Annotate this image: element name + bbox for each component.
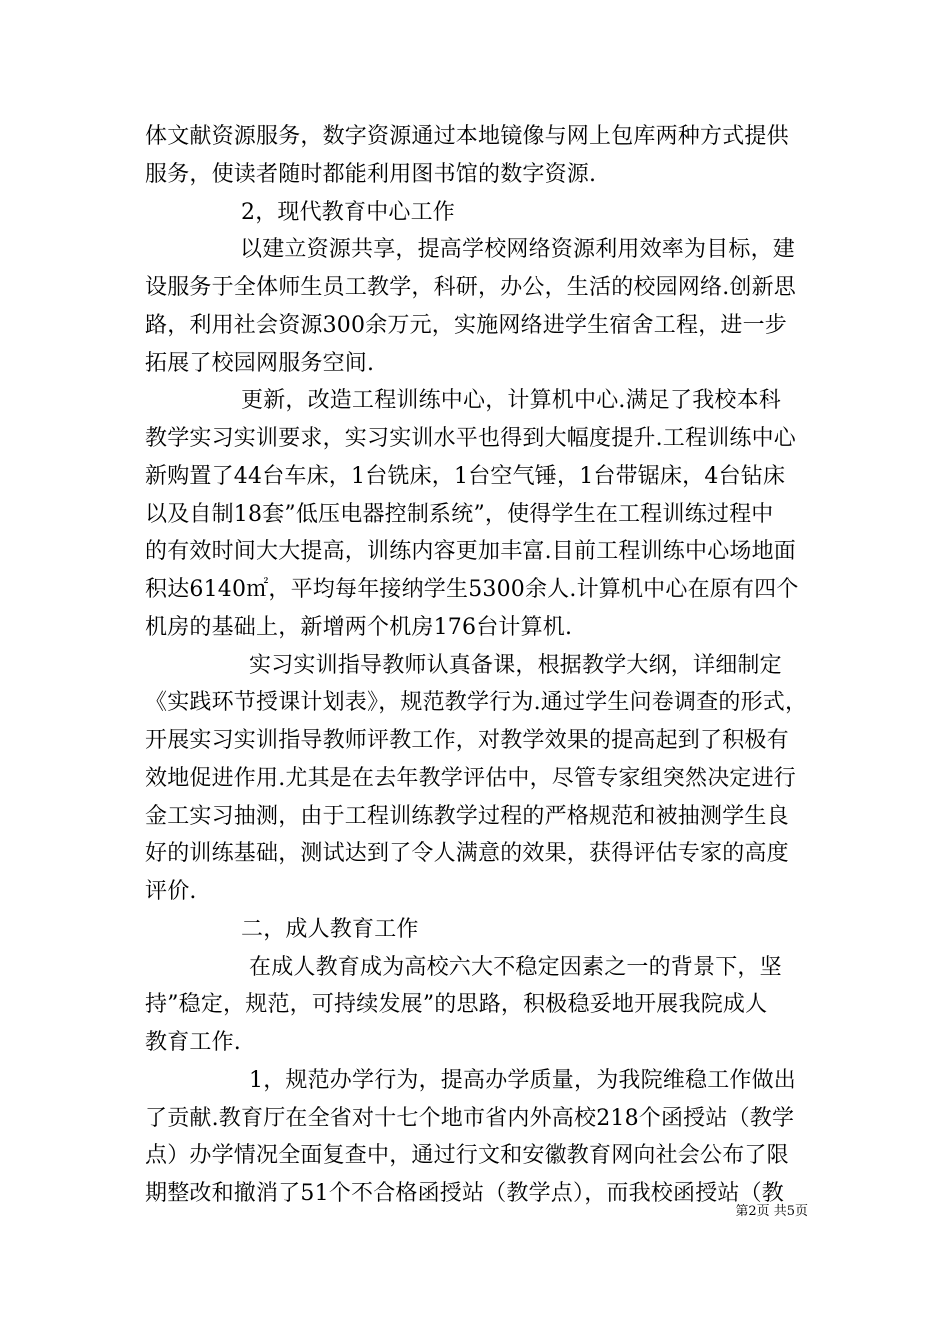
text-line: 1，规范办学行为，提高办学质量，为我院维稳工作做出 <box>249 1068 796 1093</box>
text-line: 了贡献.教育厅在全省对十七个地市省内外高校218个函授站（教学 <box>145 1106 795 1131</box>
text-line: 的有效时间大大提高，训练内容更加丰富.目前工程训练中心场地面 <box>145 539 796 564</box>
text-line: 开展实习实训指导教师评教工作，对教学效果的提高起到了积极有 <box>145 728 789 753</box>
text-line: 实习实训指导教师认真备课，根据教学大纲，详细制定 <box>249 653 782 678</box>
text-line: 拓展了校园网服务空间. <box>145 351 375 376</box>
text-line: 机房的基础上，新增两个机房176台计算机. <box>145 615 573 640</box>
text-line: 教育工作. <box>145 1030 241 1055</box>
text-line: 设服务于全体师生员工教学，科研，办公，生活的校园网络.创新思 <box>145 275 796 300</box>
text-line: 效地促进作用.尤其是在去年教学评估中，尽管专家组突然决定进行 <box>145 766 796 791</box>
text-line: 更新，改造工程训练中心，计算机中心.满足了我校本科 <box>241 388 781 413</box>
text-line: 新购置了44台车床，1台铣床，1台空气锤，1台带锯床，4台钻床 <box>145 464 786 489</box>
text-line: 以建立资源共享，提高学校网络资源利用效率为目标，建 <box>240 237 796 262</box>
text-line: 评价. <box>145 879 197 904</box>
text-line: 金工实习抽测，由于工程训练教学过程的严格规范和被抽测学生良 <box>145 804 789 829</box>
text-line: 路，利用社会资源300余万元，实施网络进学生宿舍工程，进一步 <box>145 313 787 338</box>
section-heading: 二，成人教育工作 <box>241 917 419 942</box>
page-number: 第2页 共5页 <box>735 1204 808 1219</box>
text-line: 以及自制18套”低压电器控制系统”，使得学生在工程训练过程中 <box>145 502 774 527</box>
text-line: 好的训练基础，测试达到了令人满意的效果，获得评估专家的高度 <box>145 841 789 866</box>
text-line: 《实践环节授课计划表》，规范教学行为.通过学生问卷调查的形式， <box>145 690 808 715</box>
text-line: 积达6140㎡，平均每年接纳学生5300余人.计算机中心在原有四个 <box>145 577 799 602</box>
text-line: 体文献资源服务，数字资源通过本地镜像与网上包库两种方式提供 <box>145 124 789 149</box>
text-line: 服务，使读者随时都能利用图书馆的数字资源. <box>145 162 597 187</box>
text-line: 点）办学情况全面复查中，通过行文和安徽教育网向社会公布了限 <box>145 1143 789 1168</box>
text-line: 在成人教育成为高校六大不稳定因素之一的背景下，坚 <box>249 955 782 980</box>
section-heading: 2，现代教育中心工作 <box>241 200 455 225</box>
text-line: 期整改和撤消了51个不合格函授站（教学点），而我校函授站（教 <box>145 1181 784 1206</box>
text-line: 持”稳定，规范，可持续发展”的思路，积极稳妥地开展我院成人 <box>145 992 768 1017</box>
text-line: 教学实习实训要求，实习实训水平也得到大幅度提升.工程训练中心 <box>145 426 796 451</box>
